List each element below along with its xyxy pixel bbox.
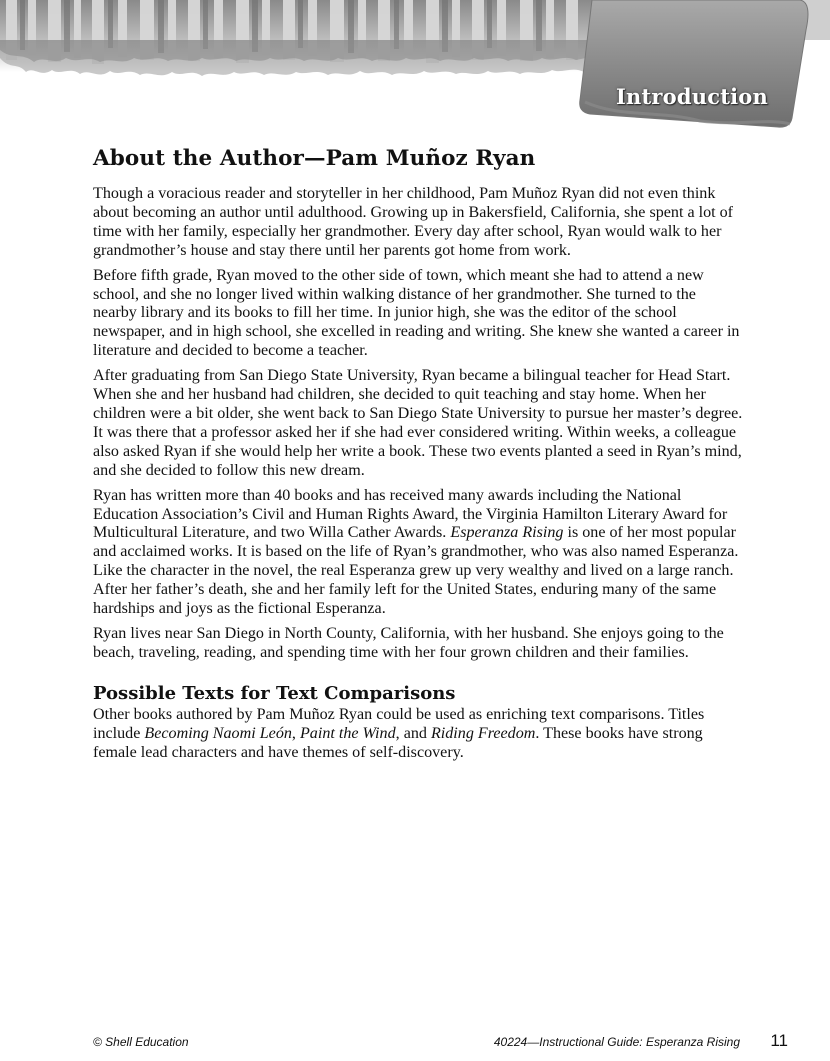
book-title-paint-the-wind: Paint the Wind xyxy=(299,724,396,742)
paragraph-1: Though a voracious reader and storyteller in her childhood, Pam Muñoz Ryan did not even think about becoming an author until adulthood. Growing up in Bakersfield, California, she spent a lot of time with her family, especially her grandmother. Every day after school, Ryan would walk to her grandmother’s house and stay there until her parents got home from work. xyxy=(93,185,734,259)
paragraph-6-text-a: Other books authored by Pam Muñoz Ryan could be used as enriching text comparisons. Titles include xyxy=(93,705,705,742)
main-content xyxy=(93,146,743,768)
paragraph-2: Before fifth grade, Ryan moved to the other side of town, which meant she had to attend a new school, and she no longer lived within walking distance of her grandmother. She turned to the nearby library and its books to fill her time. In junior high, she was the editor of the school newspaper, and in high school, she excelled in reading and writing. She knew she wanted a career in literature and decided to become a teacher. xyxy=(93,266,740,360)
paragraph-4 xyxy=(93,487,743,619)
paragraph-6 xyxy=(93,706,743,763)
paragraph-6-text-d: . These books have strong female lead characters and have themes of self-discovery. xyxy=(93,724,703,761)
section-subheading: Possible Texts for Text Comparisons xyxy=(93,682,456,704)
paragraph-3: After graduating from San Diego State University, Ryan became a bilingual teacher for Head Start. When she and her husband had children, she decided to quit teaching and stay home. When her children were a bit older, she went back to San Diego State University to pursue her master’s degree. It was there that a professor asked her if she had ever considered writing. Within weeks, a colleague also asked Ryan if she would help her write a book. These two events planted a seed in Ryan’s mind, and she decided to follow this new dream. xyxy=(93,367,743,479)
paragraph-4-text-a: Ryan has written more than 40 books and has received many awards including the National Education Association’s Civil and Human Rights Award, the Virginia Hamilton Literary Award for Multicultural Literature, and two Willa Cather Awards. xyxy=(93,486,728,542)
paragraph-6-text-b: , xyxy=(291,724,300,742)
book-title-riding-freedom: Riding Freedom xyxy=(430,724,536,742)
page-number: 11 xyxy=(770,1031,788,1050)
paragraph-6-text-c: , and xyxy=(395,724,431,742)
paragraph-4-text-b: is one of her most popular and acclaimed works. It is based on the life of Ryan’s grandmother, who was also named Esperanza. Like the character in the novel, the real Esperanza grew up very wealthy and lived on a large ranch. After her father’s death, she and her family left for the United States, enduring many of the same hardships and joys as the fictional Esperanza. xyxy=(93,524,739,618)
section-tab-label: Introduction xyxy=(616,84,768,109)
footer-guide-title: 40224—Instructional Guide: Esperanza Rising xyxy=(493,1035,740,1049)
book-title-esperanza-rising: Esperanza Rising xyxy=(450,524,564,542)
footer-copyright: © Shell Education xyxy=(93,1035,189,1049)
header-banner-artwork xyxy=(0,0,830,132)
page-title: About the Author—Pam Muñoz Ryan xyxy=(93,146,536,171)
paragraph-5: Ryan lives near San Diego in North County, California, with her husband. She enjoys going to the beach, traveling, reading, and spending time with her four grown children and their families. xyxy=(93,624,724,661)
book-title-becoming-naomi-leon: Becoming Naomi León xyxy=(144,724,292,742)
